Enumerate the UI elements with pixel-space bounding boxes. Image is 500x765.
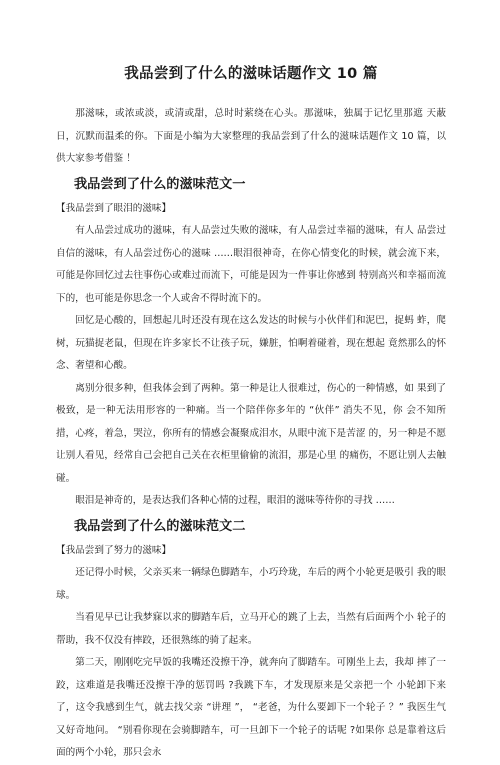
essay-tag: 【我品尝到了眼泪的滋味】 (56, 202, 172, 214)
essay-paragraph: 回忆是心酸的，回想起儿时还没有现在这么发达的时候与小伙伴们和泥巴，捉蚂 蚱，爬树，玩猫捉老鼠，但现在许多家长不让孩子玩，嫌脏，怕啊着碰着，现在想起 竟然那么的怀念、奢望和心酸。 (56, 315, 446, 371)
essay-paragraph: 有人品尝过成功的滋味，有人品尝过失败的滋味，有人品尝过幸福的滋味，有人 品尝过自信的滋味，有人品尝过伤心的滋味 ……眼泪很神奇，在你心情变化的时候，就会流下来，可能是你回忆过去往事伤心或难过而流下，可能是因为一件事让你感到 特别高兴和幸福而流下的，也可能是你思念一个人或舍不得时流下的。 (56, 225, 446, 304)
essay-paragraph: 第二天，刚刚吃完早饭的我嘴还没擦干净，就奔向了脚踏车。可刚坐上去，我却 摔了一跤，这难道是我嘴还没擦干净的惩罚吗 ?我跳下车，才发现原来是父亲把一个 小轮卸下来了，这令我感到生气，就去找父亲 “讲理 ”， “老爸，为什么要卸下一个轮子 ？” 我医生气又好奇地问。 “别看你现在会骑脚踏车，可一旦卸下一个轮子的话呢 ?如果你 总是靠着这后面的两个小轮，那只会永 (56, 657, 446, 758)
essay-paragraph: 离别分很多种，但我体会到了两种。第一种是让人很难过，伤心的一种情感，如 果到了极致，是一种无法用形容的一种痛。当一个陪伴你多年的 “伙伴” 消失不见，你 会不知所措，心疼，着急，哭泣，你所有的情感会凝聚成泪水，从眼中流下是苦涩 的，另一种是不愿让别人看见，经常自己会把自己关在衣柜里偷偷的流泪，那是心里 的痛伤，不愿让别人去触碰。 (56, 382, 446, 484)
intro-paragraph: 那滋味，或浓或淡，或清或甜，总时时萦绕在心头。那滋味，独属于记忆里那遮 天蔽日，沉默而温柔的你。下面是小编为大家整理的我品尝到了什么的滋味话题作文 10 篇，以供大家参考借鉴 ！ (56, 108, 446, 164)
essay-section-2 (56, 516, 446, 765)
essay-paragraph: 当看见早已让我梦寐以求的脚踏车后，立马开心的跳了上去，当然有后面两个小 轮子的帮助，我不仅没有摔跤，还很熟练的骑了起来。 (56, 612, 446, 646)
essay-paragraph: 眼泪是神奇的，是表达我们各种心情的过程，眼泪的滋味等待你的寻找 …… (75, 495, 395, 506)
document-title: 我品尝到了什么的滋味话题作文 10 篇 (124, 66, 378, 82)
essay-heading: 我品尝到了什么的滋味范文一 (74, 176, 246, 192)
essay-paragraph: 还记得小时候，父亲买来一辆绿色脚踏车，小巧玲珑，车后的两个小轮更是吸引 我的眼球。 (56, 567, 446, 601)
essay-tag: 【我品尝到了努力的滋味】 (56, 544, 172, 556)
essay-section-1 (56, 174, 446, 513)
essay-heading: 我品尝到了什么的滋味范文二 (74, 518, 246, 534)
